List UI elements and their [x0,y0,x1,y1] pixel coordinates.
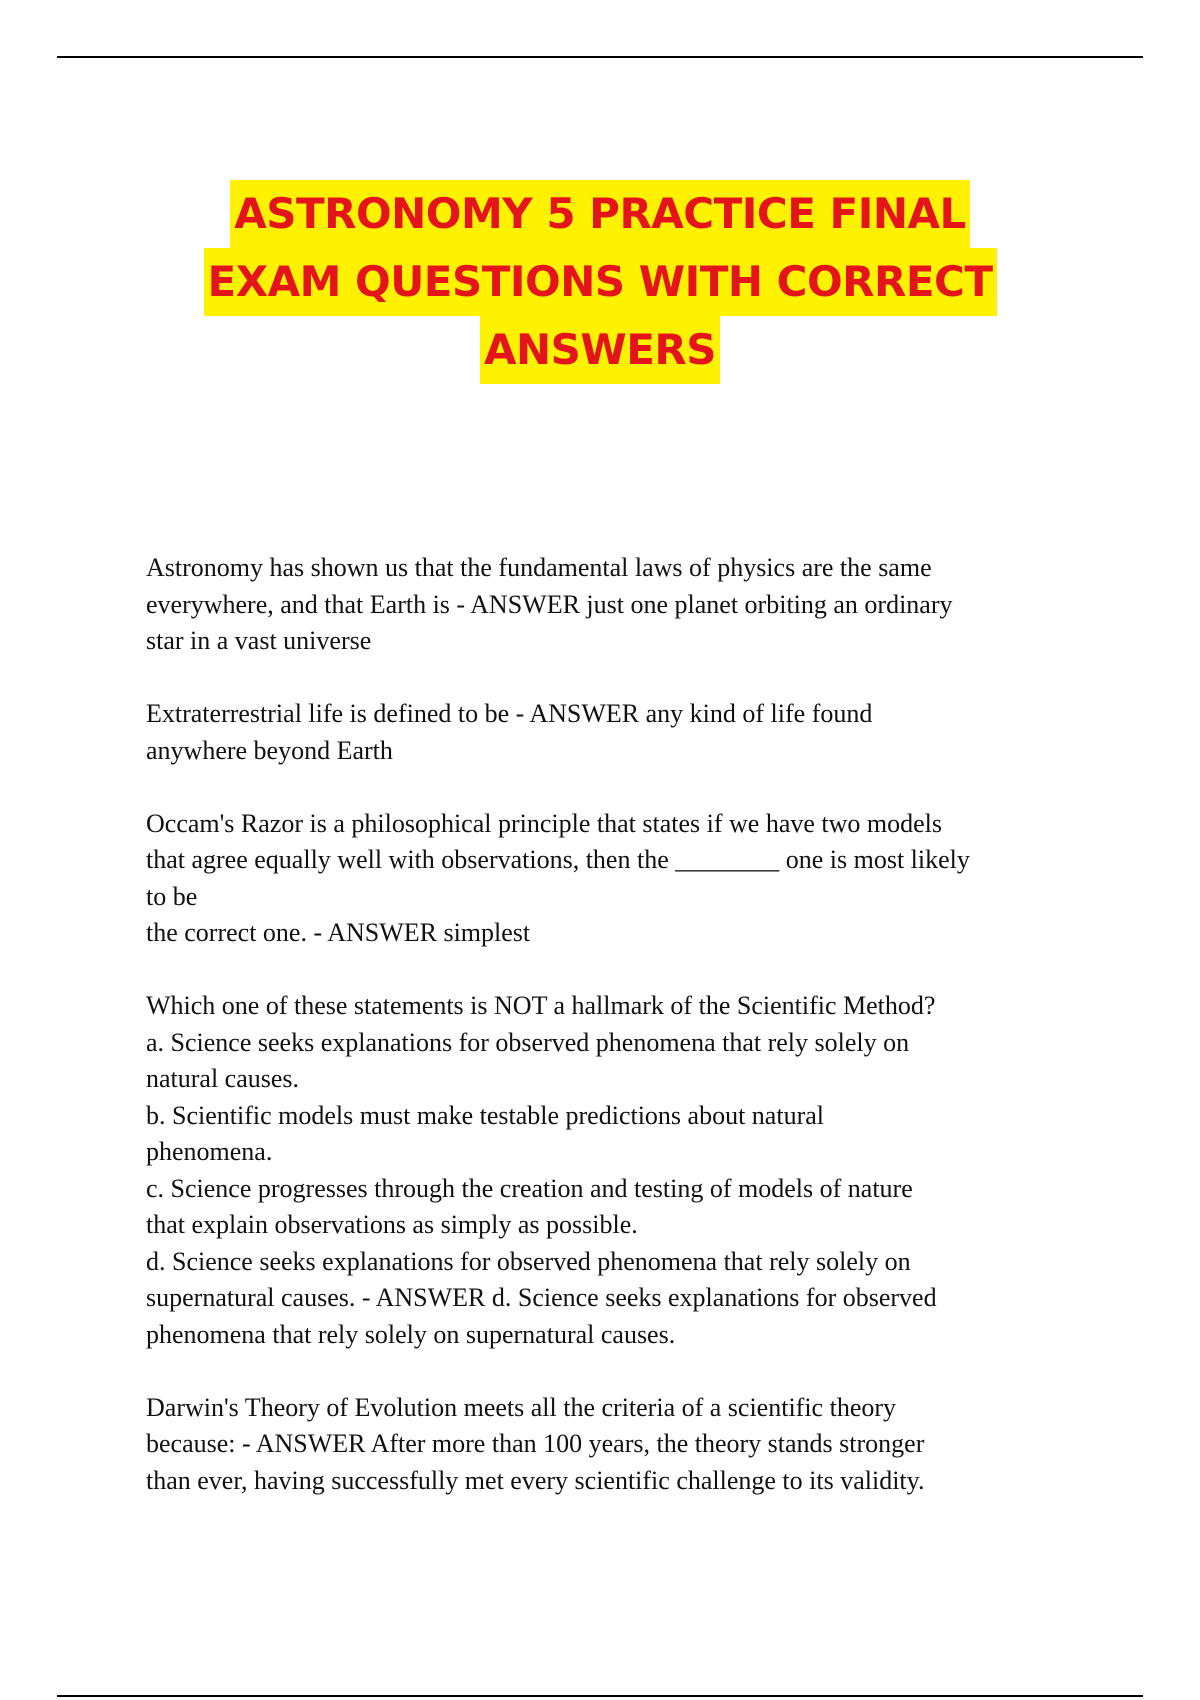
title-line: ANSWERS [480,316,720,384]
text-line: natural causes. [146,1064,300,1093]
question-block [146,1390,1046,1500]
text-line: star in a vast universe [146,626,372,655]
top-rule [57,56,1143,58]
question-block [146,988,1046,1353]
question-block [146,696,1046,769]
text-line: Darwin's Theory of Evolution meets all the criteria of a scientific theory [146,1392,897,1422]
text-line: everywhere, and that Earth is - ANSWER just one planet orbiting an ordinary [146,589,953,619]
document-body [146,550,1046,1536]
text-line: b. Scientific models must make testable predictions about natural [146,1100,824,1130]
text-line: to be [146,881,198,911]
text-line: Occam's Razor is a philosophical principle that states if we have two models [146,808,943,838]
document-title [0,180,1200,384]
question-block [146,806,1046,952]
text-line: d. Science seeks explanations for observed phenomena that rely solely on [146,1246,911,1276]
title-line: EXAM QUESTIONS WITH CORRECT [204,248,997,316]
text-line: anywhere beyond Earth [146,735,393,765]
bottom-rule [57,1695,1143,1697]
text-line: Which one of these statements is NOT a hallmark of the Scientific Method? [146,991,936,1020]
text-line: that explain observations as simply as possible. [146,1210,638,1239]
text-line: Extraterrestrial life is defined to be - ANSWER any kind of life found [146,699,873,728]
text-line: supernatural causes. - ANSWER d. Science seeks explanations for observed [146,1283,937,1312]
text-line: because: - ANSWER After more than 100 years, the theory stands stronger [146,1429,925,1458]
question-block [146,550,1046,660]
text-line: Astronomy has shown us that the fundamental laws of physics are the same [146,553,932,582]
text-line: than ever, having successfully met every scientific challenge to its validity. [146,1465,925,1495]
text-line: c. Science progresses through the creation and testing of models of nature [146,1173,913,1203]
title-line: ASTRONOMY 5 PRACTICE FINAL [230,180,970,248]
text-line: a. Science seeks explanations for observed phenomena that rely solely on [146,1027,910,1057]
text-line: that agree equally well with observations, then the ________ one is most likely [146,845,970,874]
text-line: phenomena. [146,1137,273,1166]
text-line: the correct one. - ANSWER simplest [146,918,531,947]
text-line: phenomena that rely solely on supernatural causes. [146,1319,676,1349]
